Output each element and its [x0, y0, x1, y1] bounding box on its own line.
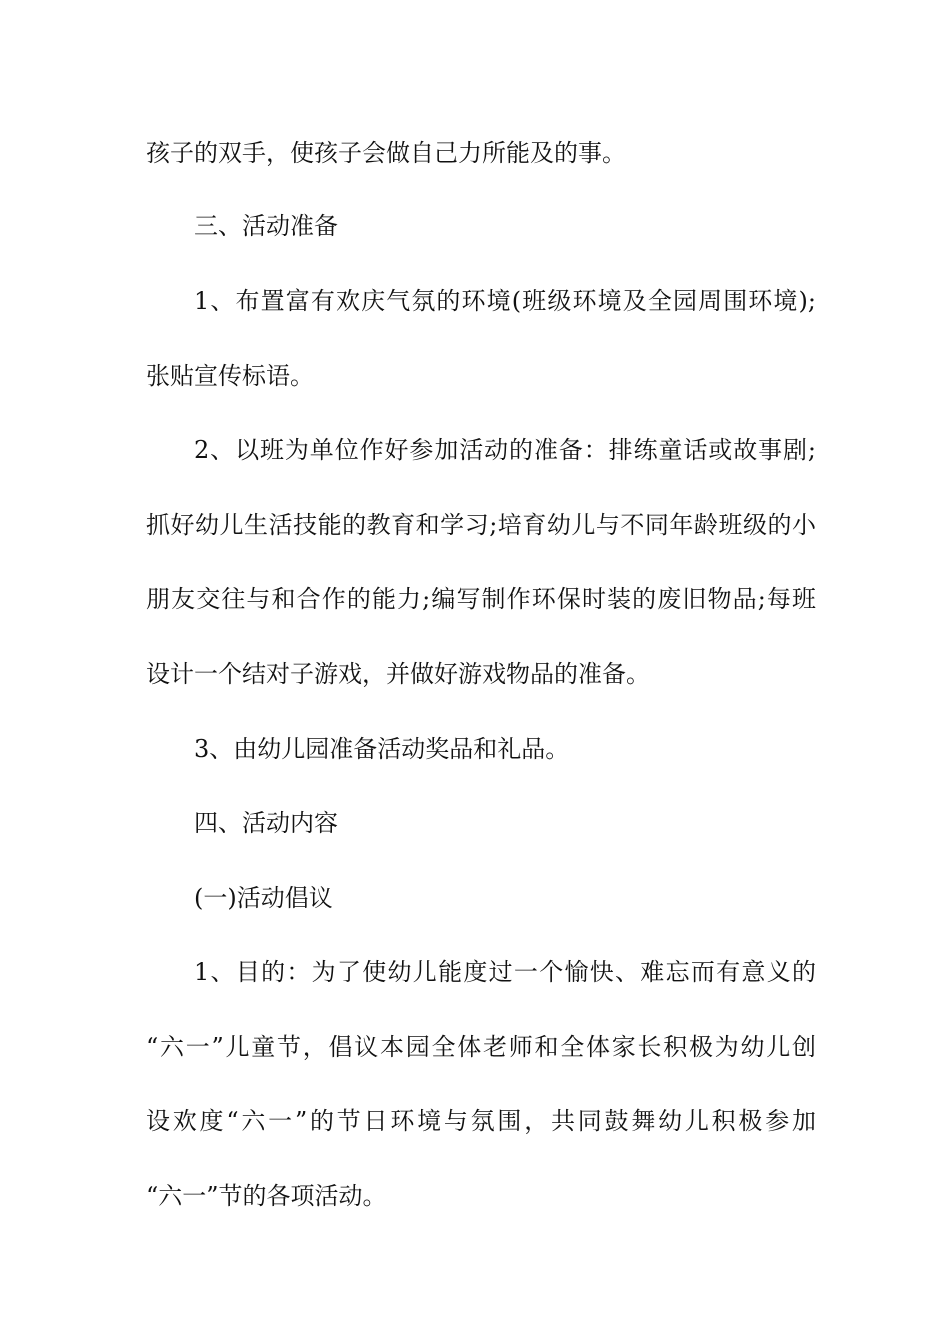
paragraph-line: “六一”节的各项活动。 — [146, 1182, 387, 1210]
section-heading-preparation: 三、活动准备 — [194, 212, 338, 240]
paragraph-line: “六一”儿童节，倡议本园全体老师和全体家长积极为幼儿创 — [146, 1033, 816, 1061]
subsection-heading: (一)活动倡议 — [194, 884, 333, 912]
paragraph-line: 孩子的双手，使孩子会做自己力所能及的事。 — [146, 139, 626, 167]
paragraph-line: 朋友交往与和合作的能力;编写制作环保时装的废旧物品;每班 — [146, 585, 816, 613]
section-heading-content: 四、活动内容 — [194, 809, 338, 837]
paragraph-line: 设欢度“六一”的节日环境与氛围，共同鼓舞幼儿积极参加 — [146, 1107, 816, 1135]
paragraph-line: 设计一个结对子游戏，并做好游戏物品的准备。 — [146, 660, 650, 688]
paragraph-line: 1、目的：为了使幼儿能度过一个愉快、难忘而有意义的 — [194, 958, 816, 986]
paragraph-line: 抓好幼儿生活技能的教育和学习;培育幼儿与不同年龄班级的小 — [146, 511, 816, 539]
paragraph-line: 3、由幼儿园准备活动奖品和礼品。 — [194, 735, 570, 763]
paragraph-line: 2、以班为单位作好参加活动的准备：排练童话或故事剧; — [194, 436, 816, 464]
paragraph-line: 1、布置富有欢庆气氛的环境(班级环境及全园周围环境); — [194, 287, 816, 315]
paragraph-line: 张贴宣传标语。 — [146, 362, 314, 390]
